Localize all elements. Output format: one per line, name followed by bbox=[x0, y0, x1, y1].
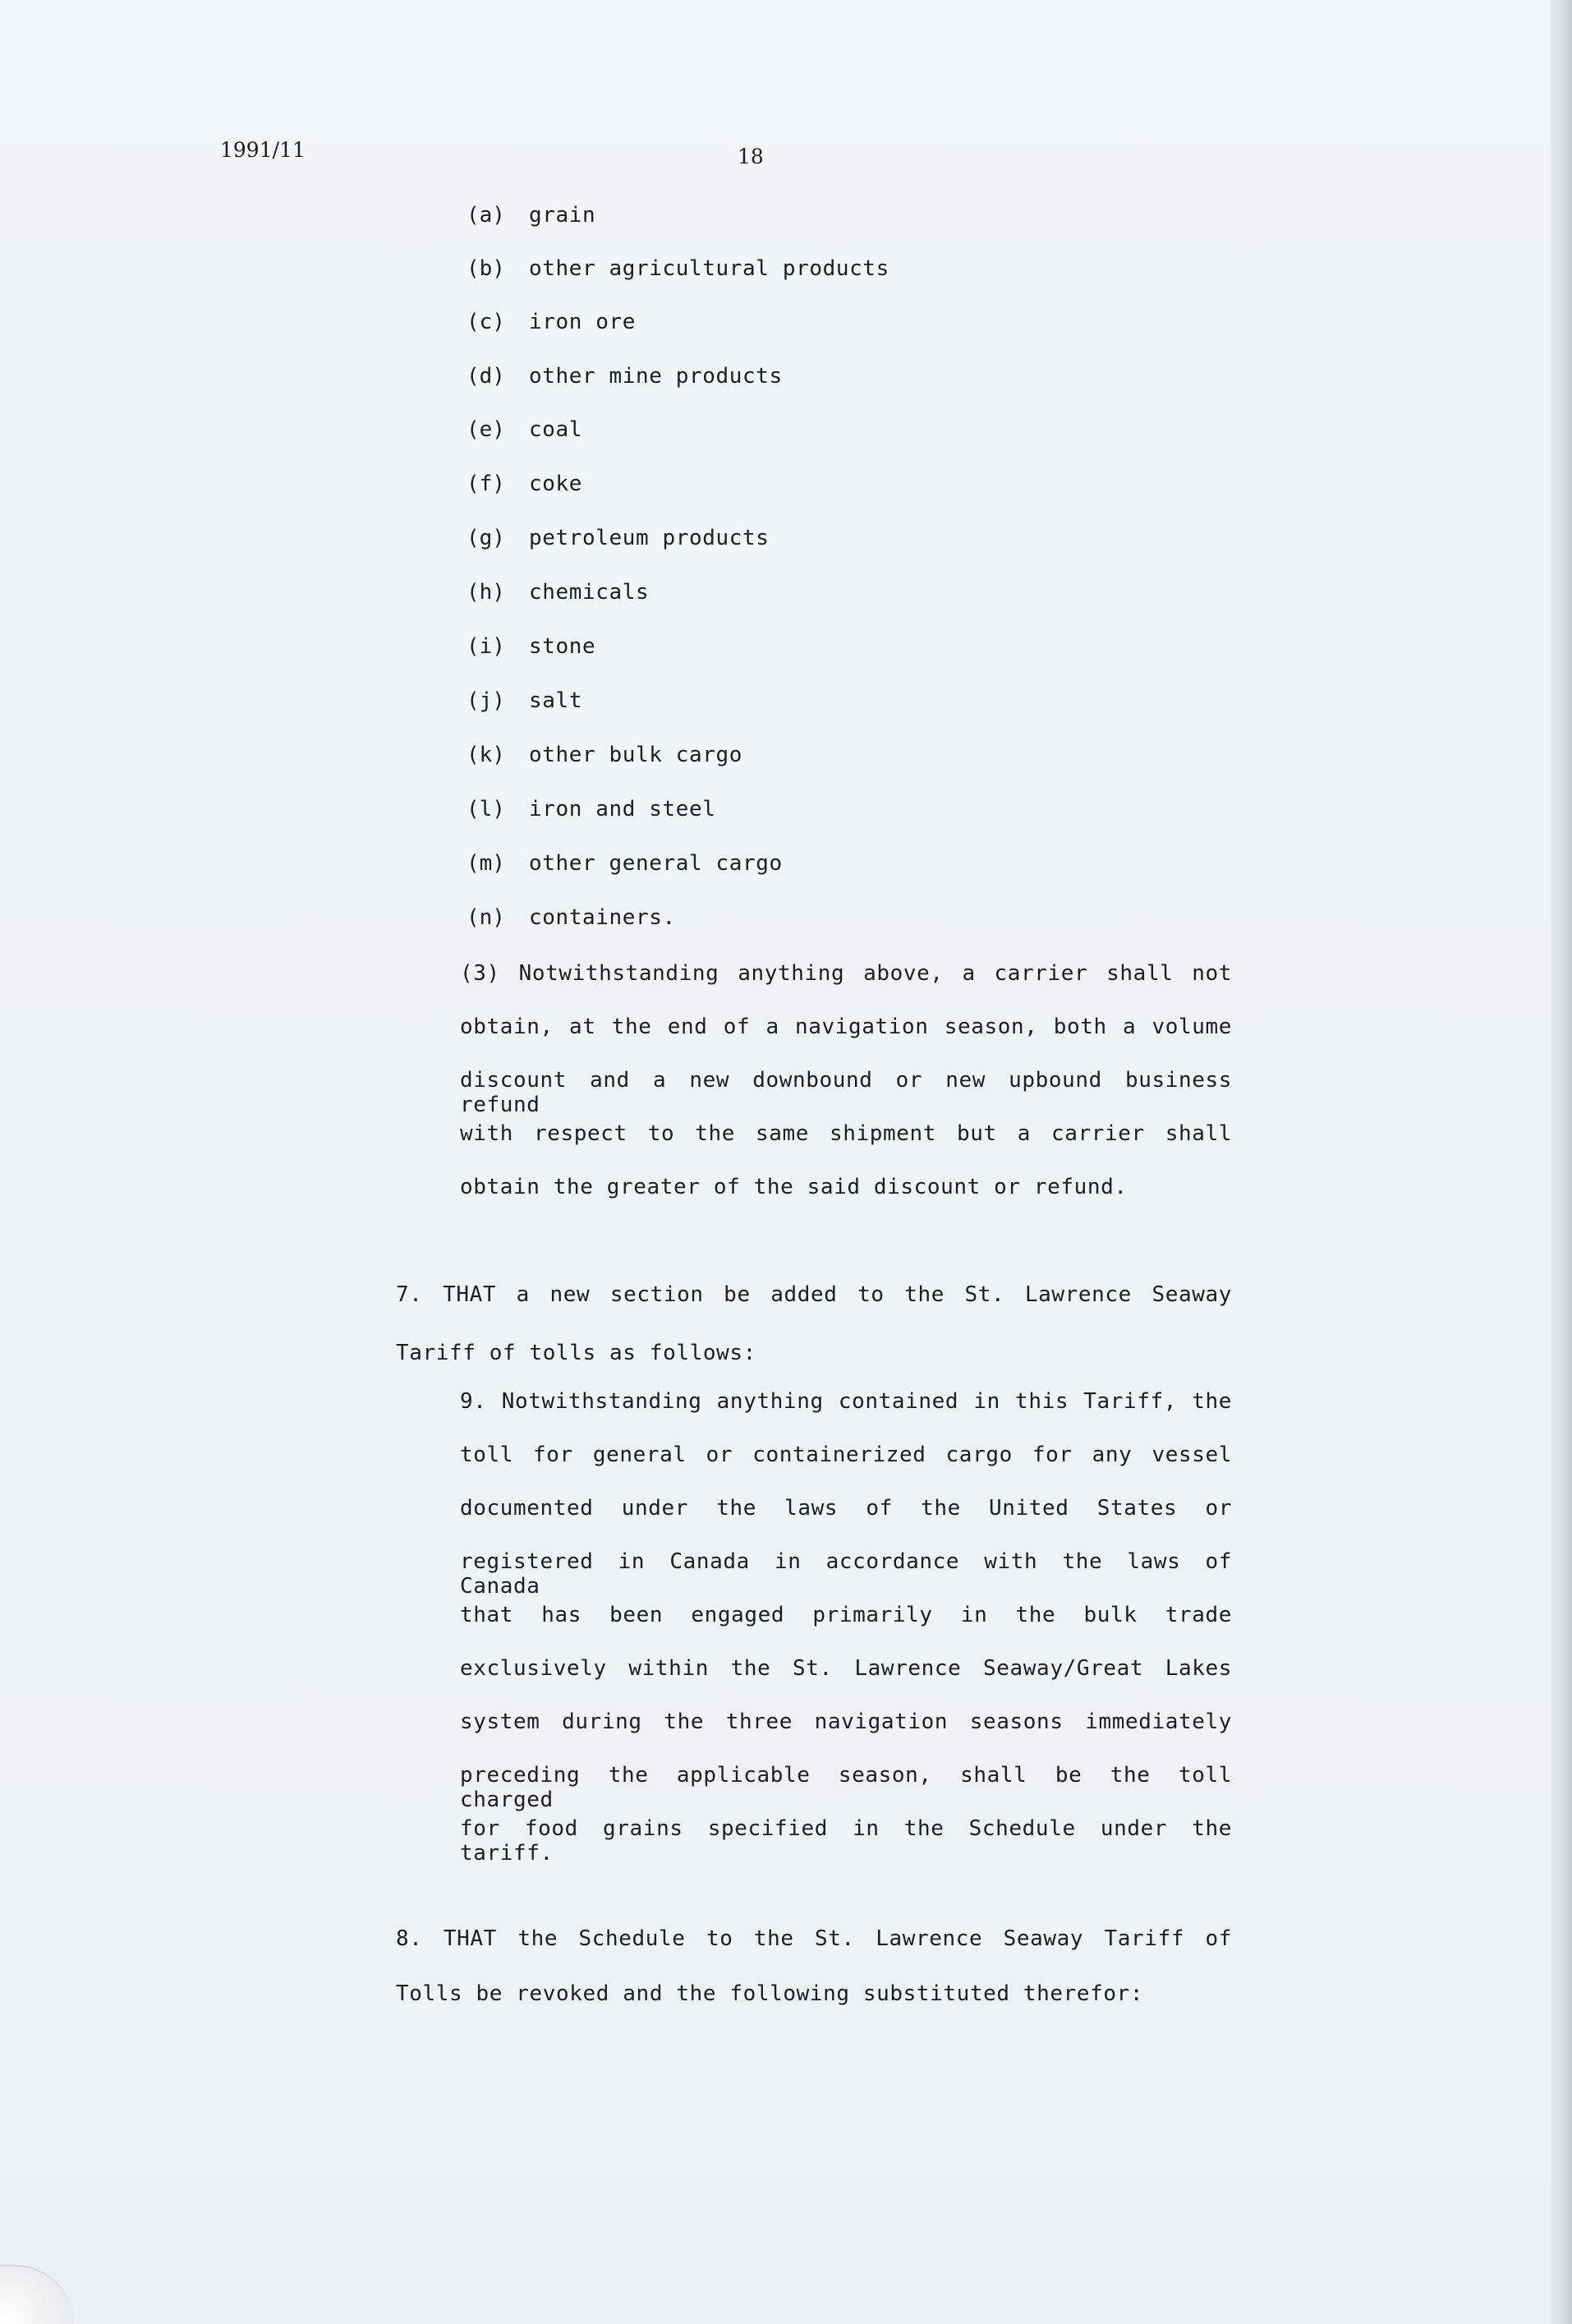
list-item-marker: (n) bbox=[467, 905, 505, 930]
subsection-9-line: toll for general or containerized cargo for any vessel bbox=[460, 1443, 1232, 1467]
list-item-text: coal bbox=[529, 417, 583, 442]
section-7-subsection-9 bbox=[460, 1389, 1232, 1870]
section-8-line: 8. THAT the Schedule to the St. Lawrence Seaway Tariff of bbox=[396, 1926, 1232, 1951]
list-item-marker: (c) bbox=[467, 310, 505, 334]
subsection-9-line: exclusively within the St. Lawrence Seaway/Great Lakes bbox=[460, 1656, 1232, 1681]
clause-3-line: obtain, at the end of a navigation season, both a volume bbox=[460, 1015, 1232, 1039]
list-item-text: salt bbox=[529, 688, 583, 713]
subsection-9-line: for food grains specified in the Schedule under the tariff. bbox=[460, 1816, 1232, 1866]
subsection-9-line: registered in Canada in accordance with the laws of Canada bbox=[460, 1549, 1232, 1599]
subsection-9-line: 9. Notwithstanding anything contained in this Tariff, the bbox=[460, 1389, 1232, 1414]
list-item-marker: (h) bbox=[467, 580, 505, 605]
list-item-text: containers. bbox=[529, 905, 676, 930]
page-edge-shadow bbox=[1551, 0, 1572, 2324]
list-item-text: other bulk cargo bbox=[529, 743, 743, 767]
clause-3-line: with respect to the same shipment but a carrier shall bbox=[460, 1121, 1232, 1146]
list-item-text: other general cargo bbox=[529, 851, 783, 876]
list-item-marker: (j) bbox=[467, 688, 505, 713]
section-7-heading bbox=[396, 1282, 1232, 1336]
list-item-marker: (k) bbox=[467, 743, 505, 767]
list-item-marker: (a) bbox=[467, 203, 505, 228]
section-7-line: 7. THAT a new section be added to the St. Lawrence Seaway bbox=[396, 1282, 1232, 1307]
list-item-marker: (l) bbox=[467, 797, 505, 821]
section-7-line: Tariff of tolls as follows: bbox=[396, 1341, 756, 1365]
subsection-9-line: preceding the applicable season, shall be the toll charged bbox=[460, 1763, 1232, 1812]
list-item-text: chemicals bbox=[529, 580, 650, 605]
page-corner-curl bbox=[0, 2265, 74, 2324]
list-item-marker: (i) bbox=[467, 634, 505, 659]
clause-3-line: (3) Notwithstanding anything above, a carrier shall not bbox=[460, 961, 1232, 986]
list-item-marker: (e) bbox=[467, 417, 505, 442]
list-item-marker: (d) bbox=[467, 364, 505, 389]
list-item-marker: (m) bbox=[467, 851, 505, 876]
subsection-9-line: documented under the laws of the United States or bbox=[460, 1496, 1232, 1521]
list-item-marker: (g) bbox=[467, 526, 505, 550]
list-item-text: iron ore bbox=[529, 310, 637, 334]
list-item-marker: (b) bbox=[467, 256, 505, 281]
list-item-text: petroleum products bbox=[529, 526, 770, 550]
clause-3 bbox=[460, 961, 1232, 1228]
clause-3-line: obtain the greater of the said discount or refund. bbox=[460, 1175, 1128, 1199]
clause-3-line: discount and a new downbound or new upbound business refund bbox=[460, 1068, 1232, 1117]
list-item-text: other agricultural products bbox=[529, 256, 889, 281]
subsection-9-line: system during the three navigation seasons immediately bbox=[460, 1710, 1232, 1734]
page-number: 18 bbox=[738, 145, 764, 168]
document-reference: 1991/11 bbox=[220, 138, 306, 162]
list-item-text: stone bbox=[529, 634, 596, 659]
list-item-marker: (f) bbox=[467, 472, 505, 496]
section-8-line: Tolls be revoked and the following substituted therefor: bbox=[396, 1981, 1144, 2006]
list-item-text: grain bbox=[529, 203, 596, 228]
list-item-text: coke bbox=[529, 472, 583, 496]
subsection-9-line: that has been engaged primarily in the bulk trade bbox=[460, 1603, 1232, 1627]
list-item-text: other mine products bbox=[529, 364, 783, 389]
list-item-text: iron and steel bbox=[529, 797, 716, 821]
section-8-heading bbox=[396, 1926, 1232, 1980]
